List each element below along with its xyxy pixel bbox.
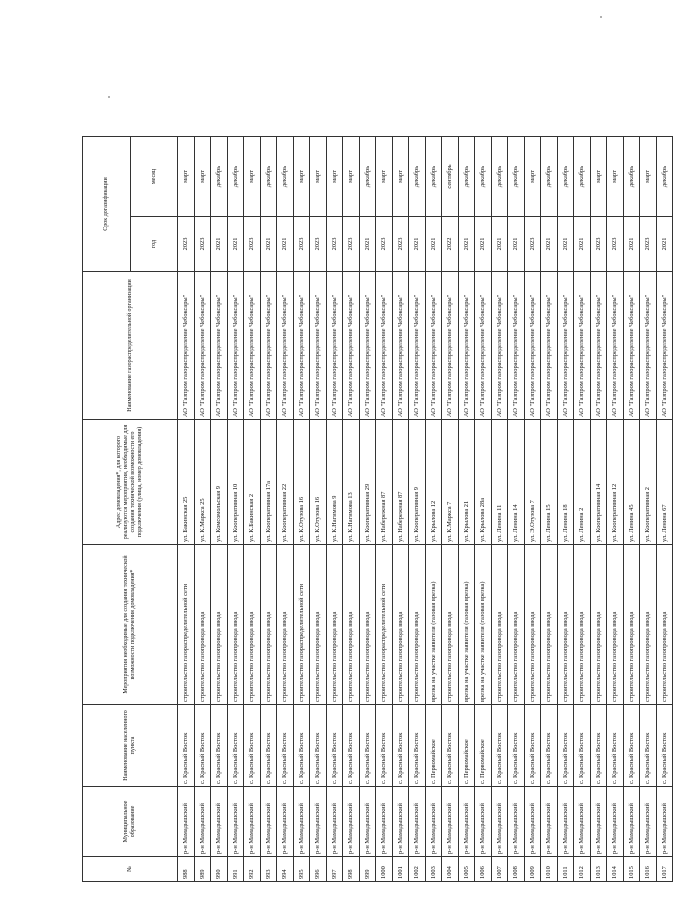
row-year: 2023: [590, 217, 607, 272]
row-num: 1000: [376, 857, 393, 882]
row-municipality: р-н Мамадышский: [227, 787, 244, 857]
row-measure: строительство газопровода ввода: [557, 545, 574, 705]
table-row: [244, 137, 261, 882]
table-row: [508, 137, 525, 882]
row-municipality: р-н Мамадышский: [343, 787, 360, 857]
row-num: 995: [293, 857, 310, 882]
row-month: декабрь: [409, 137, 426, 217]
row-municipality: р-н Мамадышский: [656, 787, 673, 857]
row-measure: строительство газопровода ввода: [211, 545, 228, 705]
row-month: сентябрь: [442, 137, 459, 217]
row-year: 2021: [425, 217, 442, 272]
scan-speck: [600, 16, 602, 18]
row-org: АО "Газпром газораспределение Чебоксары": [359, 272, 376, 420]
row-year: 2023: [376, 217, 393, 272]
row-org: АО "Газпром газораспределение Чебоксары": [178, 272, 195, 420]
table-row: [409, 137, 426, 882]
table-row: [260, 137, 277, 882]
row-locality: с. Красный Восток: [227, 705, 244, 787]
row-month: декабрь: [541, 137, 558, 217]
row-num: 1006: [475, 857, 492, 882]
row-municipality: р-н Мамадышский: [260, 787, 277, 857]
row-org: АО "Газпром газораспределение Чебоксары": [656, 272, 673, 420]
row-municipality: р-н Мамадышский: [244, 787, 261, 857]
row-measure: строительство газопровода ввода: [409, 545, 426, 705]
row-num: 1011: [557, 857, 574, 882]
row-org: АО "Газпром газораспределение Чебоксары": [326, 272, 343, 420]
row-month: декабрь: [211, 137, 228, 217]
row-address: ул. К.Отузова 16: [293, 420, 310, 545]
row-address: ул. Ленина 15: [541, 420, 558, 545]
table-row: [376, 137, 393, 882]
row-measure: строительство газопровода ввода: [359, 545, 376, 705]
row-org: АО "Газпром газораспределение Чебоксары": [458, 272, 475, 420]
row-org: АО "Газпром газораспределение Чебоксары": [392, 272, 409, 420]
row-org: АО "Газпром газораспределение Чебоксары": [623, 272, 640, 420]
table-row: [590, 137, 607, 882]
row-locality: с. Красный Восток: [557, 705, 574, 787]
row-address: ул. К.Маркса 7: [442, 420, 459, 545]
row-month: декабрь: [557, 137, 574, 217]
row-measure: строительство газопровода ввода: [277, 545, 294, 705]
row-locality: с. Красный Восток: [524, 705, 541, 787]
row-municipality: р-н Мамадышский: [442, 787, 459, 857]
table-row: [277, 137, 294, 882]
row-measure: строительство газопровода ввода: [508, 545, 525, 705]
row-address: ул. К.Бакинская 2: [244, 420, 261, 545]
row-num: 1001: [392, 857, 409, 882]
row-measure: врезка на участке заявителя (газовая врезка): [425, 545, 442, 705]
row-month: март: [376, 137, 393, 217]
row-year: 2023: [244, 217, 261, 272]
row-municipality: р-н Мамадышский: [607, 787, 624, 857]
row-locality: с. Красный Восток: [491, 705, 508, 787]
row-measure: строительство газораспределительной сети: [293, 545, 310, 705]
table-row: [392, 137, 409, 882]
row-month: март: [194, 137, 211, 217]
row-num: 1014: [607, 857, 624, 882]
row-num: 1015: [623, 857, 640, 882]
row-org: АО "Газпром газораспределение Чебоксары": [310, 272, 327, 420]
row-municipality: р-н Мамадышский: [310, 787, 327, 857]
row-measure: строительство газопровода ввода: [227, 545, 244, 705]
table-row: [458, 137, 475, 882]
table-row: [524, 137, 541, 882]
row-month: декабрь: [227, 137, 244, 217]
row-measure: строительство газопровода ввода: [260, 545, 277, 705]
row-address: ул. Крылова 12: [425, 420, 442, 545]
row-org: АО "Газпром газораспределение Чебоксары": [277, 272, 294, 420]
row-org: АО "Газпром газораспределение Чебоксары": [590, 272, 607, 420]
row-address: ул. Набережная 87: [376, 420, 393, 545]
row-org: АО "Газпром газораспределение Чебоксары": [293, 272, 310, 420]
row-year: 2021: [574, 217, 591, 272]
row-year: 2022: [442, 217, 459, 272]
row-org: АО "Газпром газораспределение Чебоксары": [557, 272, 574, 420]
row-measure: строительство газопровода ввода: [310, 545, 327, 705]
row-locality: с. Красный Восток: [442, 705, 459, 787]
row-year: 2021: [656, 217, 673, 272]
row-locality: с. Красный Восток: [607, 705, 624, 787]
row-year: 2021: [409, 217, 426, 272]
row-org: АО "Газпром газораспределение Чебоксары": [574, 272, 591, 420]
row-municipality: р-н Мамадышский: [475, 787, 492, 857]
row-address: ул. Комсомольская 9: [211, 420, 228, 545]
row-locality: с. Красный Восток: [392, 705, 409, 787]
row-measure: строительство газопровода ввода: [244, 545, 261, 705]
row-address: ул. Набережная 87: [392, 420, 409, 545]
row-year: 2021: [557, 217, 574, 272]
header-locality: Наименование населенного пункта: [83, 705, 178, 787]
row-num: 1004: [442, 857, 459, 882]
header-org: Наименование газораспределительной организации: [83, 272, 178, 420]
row-municipality: р-н Мамадышский: [508, 787, 525, 857]
row-address: ул. Кооперативная 2: [640, 420, 657, 545]
header-year: год: [131, 217, 178, 272]
row-year: 2021: [508, 217, 525, 272]
table-row: [442, 137, 459, 882]
row-num: 989: [194, 857, 211, 882]
row-address: ул. Крылова 21: [458, 420, 475, 545]
row-org: АО "Газпром газораспределение Чебоксары": [211, 272, 228, 420]
row-locality: с. Первомайское: [425, 705, 442, 787]
row-num: 1017: [656, 857, 673, 882]
row-year: 2023: [392, 217, 409, 272]
row-measure: строительство газопровода ввода: [656, 545, 673, 705]
row-address: ул. К.Маркса 25: [194, 420, 211, 545]
row-address: ул. Кооперативная 12: [607, 420, 624, 545]
row-measure: строительство газопровода ввода: [640, 545, 657, 705]
row-locality: с. Красный Восток: [260, 705, 277, 787]
row-month: март: [607, 137, 624, 217]
row-year: 2021: [623, 217, 640, 272]
row-year: 2023: [607, 217, 624, 272]
row-address: ул. К.Нагимова 9: [326, 420, 343, 545]
row-locality: с. Красный Восток: [409, 705, 426, 787]
row-locality: с. Красный Восток: [656, 705, 673, 787]
row-num: 1010: [541, 857, 558, 882]
table-row: [293, 137, 310, 882]
table-row: [326, 137, 343, 882]
row-locality: с. Красный Восток: [640, 705, 657, 787]
row-locality: с. Красный Восток: [359, 705, 376, 787]
table-row: [623, 137, 640, 882]
table-row: [194, 137, 211, 882]
row-month: декабрь: [508, 137, 525, 217]
row-address: ул. Ленина 11: [491, 420, 508, 545]
row-locality: с. Первомайское: [458, 705, 475, 787]
row-year: 2021: [541, 217, 558, 272]
table-row: [574, 137, 591, 882]
row-num: 1012: [574, 857, 591, 882]
row-locality: с. Первомайское: [475, 705, 492, 787]
row-address: ул. К.Отузова 16: [310, 420, 327, 545]
row-year: 2021: [260, 217, 277, 272]
row-locality: с. Красный Восток: [541, 705, 558, 787]
row-year: 2021: [491, 217, 508, 272]
row-num: 1009: [524, 857, 541, 882]
row-month: март: [326, 137, 343, 217]
row-measure: строительство газопровода ввода: [392, 545, 409, 705]
row-month: март: [392, 137, 409, 217]
row-num: 990: [211, 857, 228, 882]
row-year: 2021: [359, 217, 376, 272]
row-month: март: [343, 137, 360, 217]
row-org: АО "Газпром газораспределение Чебоксары": [541, 272, 558, 420]
row-org: АО "Газпром газораспределение Чебоксары": [442, 272, 459, 420]
row-year: 2023: [326, 217, 343, 272]
row-municipality: р-н Мамадышский: [211, 787, 228, 857]
row-municipality: р-н Мамадышский: [376, 787, 393, 857]
row-num: 1003: [425, 857, 442, 882]
row-municipality: р-н Мамадышский: [623, 787, 640, 857]
row-municipality: р-н Мамадышский: [277, 787, 294, 857]
row-year: 2021: [211, 217, 228, 272]
row-org: АО "Газпром газораспределение Чебоксары": [343, 272, 360, 420]
row-year: 2023: [178, 217, 195, 272]
row-municipality: р-н Мамадышский: [425, 787, 442, 857]
row-month: декабрь: [359, 137, 376, 217]
row-num: 997: [326, 857, 343, 882]
header-municipality: Муниципальное образование: [83, 787, 178, 857]
rotated-table-wrapper: [82, 137, 668, 882]
row-year: 2023: [310, 217, 327, 272]
table-row: [656, 137, 673, 882]
row-address: ул. Кооперативная 17а: [260, 420, 277, 545]
row-address: ул. Э.Отузова 7: [524, 420, 541, 545]
row-org: АО "Газпром газораспределение Чебоксары": [524, 272, 541, 420]
row-address: ул. Ленина 14: [508, 420, 525, 545]
row-locality: с. Красный Восток: [508, 705, 525, 787]
row-org: АО "Газпром газораспределение Чебоксары": [607, 272, 624, 420]
row-num: 993: [260, 857, 277, 882]
row-num: 999: [359, 857, 376, 882]
row-month: декабрь: [574, 137, 591, 217]
row-municipality: р-н Мамадышский: [178, 787, 195, 857]
row-address: ул. Крылова 28а: [475, 420, 492, 545]
row-month: март: [293, 137, 310, 217]
row-measure: строительство газопровода ввода: [524, 545, 541, 705]
row-measure: строительство газопровода ввода: [491, 545, 508, 705]
row-month: декабрь: [491, 137, 508, 217]
row-municipality: р-н Мамадышский: [326, 787, 343, 857]
row-measure: строительство газораспределительной сети: [178, 545, 195, 705]
row-year: 2023: [194, 217, 211, 272]
table-row: [310, 137, 327, 882]
row-municipality: р-н Мамадышский: [293, 787, 310, 857]
table-row: [359, 137, 376, 882]
row-municipality: р-н Мамадышский: [524, 787, 541, 857]
row-address: ул. Ленина 2: [574, 420, 591, 545]
row-municipality: р-н Мамадышский: [409, 787, 426, 857]
row-address: ул. Кооперативная 10: [227, 420, 244, 545]
row-org: АО "Газпром газораспределение Чебоксары": [260, 272, 277, 420]
row-locality: с. Красный Восток: [293, 705, 310, 787]
row-org: АО "Газпром газораспределение Чебоксары": [376, 272, 393, 420]
row-locality: с. Красный Восток: [574, 705, 591, 787]
table-header: [83, 137, 178, 882]
row-locality: с. Красный Восток: [277, 705, 294, 787]
row-num: 1016: [640, 857, 657, 882]
row-org: АО "Газпром газораспределение Чебоксары": [508, 272, 525, 420]
row-address: ул. Кооперативная 9: [409, 420, 426, 545]
row-month: декабрь: [475, 137, 492, 217]
row-measure: строительство газопровода ввода: [574, 545, 591, 705]
row-month: декабрь: [260, 137, 277, 217]
row-address: ул. Кооперативная 29: [359, 420, 376, 545]
row-num: 992: [244, 857, 261, 882]
row-measure: строительство газопровода ввода: [590, 545, 607, 705]
row-municipality: р-н Мамадышский: [194, 787, 211, 857]
table-row: [227, 137, 244, 882]
row-num: 1013: [590, 857, 607, 882]
row-year: 2021: [458, 217, 475, 272]
row-municipality: р-н Мамадышский: [640, 787, 657, 857]
header-address: Адрес домовладения*, для которого реализуются мероприятия, необходимые для создания технической возможности его подключения (улица, номер домовладения): [83, 420, 178, 545]
row-locality: с. Красный Восток: [211, 705, 228, 787]
row-month: март: [524, 137, 541, 217]
table-row: [541, 137, 558, 882]
row-year: 2023: [640, 217, 657, 272]
table-row: [491, 137, 508, 882]
row-locality: с. Красный Восток: [310, 705, 327, 787]
row-month: декабрь: [656, 137, 673, 217]
row-address: ул. Кооперативная 14: [590, 420, 607, 545]
row-municipality: р-н Мамадышский: [359, 787, 376, 857]
row-locality: с. Красный Восток: [623, 705, 640, 787]
row-org: АО "Газпром газораспределение Чебоксары": [409, 272, 426, 420]
row-month: декабрь: [458, 137, 475, 217]
row-municipality: р-н Мамадышский: [590, 787, 607, 857]
row-locality: с. Красный Восток: [343, 705, 360, 787]
row-locality: с. Красный Восток: [326, 705, 343, 787]
row-org: АО "Газпром газораспределение Чебоксары": [475, 272, 492, 420]
row-measure: строительство газопровода ввода: [607, 545, 624, 705]
row-year: 2023: [293, 217, 310, 272]
row-month: март: [178, 137, 195, 217]
table-body: [178, 137, 673, 882]
row-month: март: [640, 137, 657, 217]
row-address: ул. Кооперативная 22: [277, 420, 294, 545]
gasification-table: [82, 136, 673, 882]
row-num: 991: [227, 857, 244, 882]
row-address: ул. Бакинская 25: [178, 420, 195, 545]
table-row: [211, 137, 228, 882]
row-address: ул. Ленина 18: [557, 420, 574, 545]
row-num: 1002: [409, 857, 426, 882]
row-municipality: р-н Мамадышский: [557, 787, 574, 857]
scan-speck: [108, 96, 110, 98]
row-year: 2023: [343, 217, 360, 272]
row-org: АО "Газпром газораспределение Чебоксары": [227, 272, 244, 420]
row-address: ул. К.Нагимова 13: [343, 420, 360, 545]
row-address: ул. Ленина 45: [623, 420, 640, 545]
row-municipality: р-н Мамадышский: [574, 787, 591, 857]
row-measure: строительство газопровода ввода: [541, 545, 558, 705]
header-month: месяц: [131, 137, 178, 217]
row-measure: строительство газопровода ввода: [623, 545, 640, 705]
row-num: 1008: [508, 857, 525, 882]
table-row: [607, 137, 624, 882]
row-num: 996: [310, 857, 327, 882]
row-year: 2023: [524, 217, 541, 272]
row-locality: с. Красный Восток: [590, 705, 607, 787]
row-month: март: [244, 137, 261, 217]
header-measures: Мероприятия необходимые для создания технической возможности подключения домовладения*: [83, 545, 178, 705]
row-measure: строительство газопровода ввода: [442, 545, 459, 705]
row-year: 2021: [475, 217, 492, 272]
row-num: 1007: [491, 857, 508, 882]
row-locality: с. Красный Восток: [376, 705, 393, 787]
row-month: март: [310, 137, 327, 217]
row-measure: врезка на участке заявителя (газовая врезка): [475, 545, 492, 705]
row-municipality: р-н Мамадышский: [491, 787, 508, 857]
row-municipality: р-н Мамадышский: [541, 787, 558, 857]
row-year: 2021: [227, 217, 244, 272]
row-num: 1005: [458, 857, 475, 882]
row-measure: строительство газопровода ввода: [343, 545, 360, 705]
header-num: №: [83, 857, 178, 882]
row-measure: строительство газораспределительной сети: [376, 545, 393, 705]
row-measure: строительство газопровода ввода: [326, 545, 343, 705]
row-municipality: р-н Мамадышский: [392, 787, 409, 857]
row-year: 2021: [277, 217, 294, 272]
row-org: АО "Газпром газораспределение Чебоксары": [640, 272, 657, 420]
table-row: [557, 137, 574, 882]
table-row: [178, 137, 195, 882]
row-month: декабрь: [623, 137, 640, 217]
row-address: ул. Ленина 67: [656, 420, 673, 545]
row-measure: врезка на участке заявителя (газовая врезка): [458, 545, 475, 705]
row-org: АО "Газпром газораспределение Чебоксары": [491, 272, 508, 420]
row-locality: с. Красный Восток: [194, 705, 211, 787]
row-org: АО "Газпром газораспределение Чебоксары": [244, 272, 261, 420]
row-org: АО "Газпром газораспределение Чебоксары": [194, 272, 211, 420]
table-row: [640, 137, 657, 882]
row-org: АО "Газпром газораспределение Чебоксары": [425, 272, 442, 420]
row-measure: строительство газопровода ввода: [194, 545, 211, 705]
row-month: декабрь: [277, 137, 294, 217]
row-month: март: [590, 137, 607, 217]
row-municipality: р-н Мамадышский: [458, 787, 475, 857]
header-deadline: Срок догазификации: [83, 137, 131, 272]
row-locality: с. Красный Восток: [244, 705, 261, 787]
row-month: декабрь: [425, 137, 442, 217]
row-num: 998: [343, 857, 360, 882]
row-locality: с. Красный Восток: [178, 705, 195, 787]
row-num: 988: [178, 857, 195, 882]
table-row: [475, 137, 492, 882]
row-num: 994: [277, 857, 294, 882]
table-row: [343, 137, 360, 882]
table-row: [425, 137, 442, 882]
